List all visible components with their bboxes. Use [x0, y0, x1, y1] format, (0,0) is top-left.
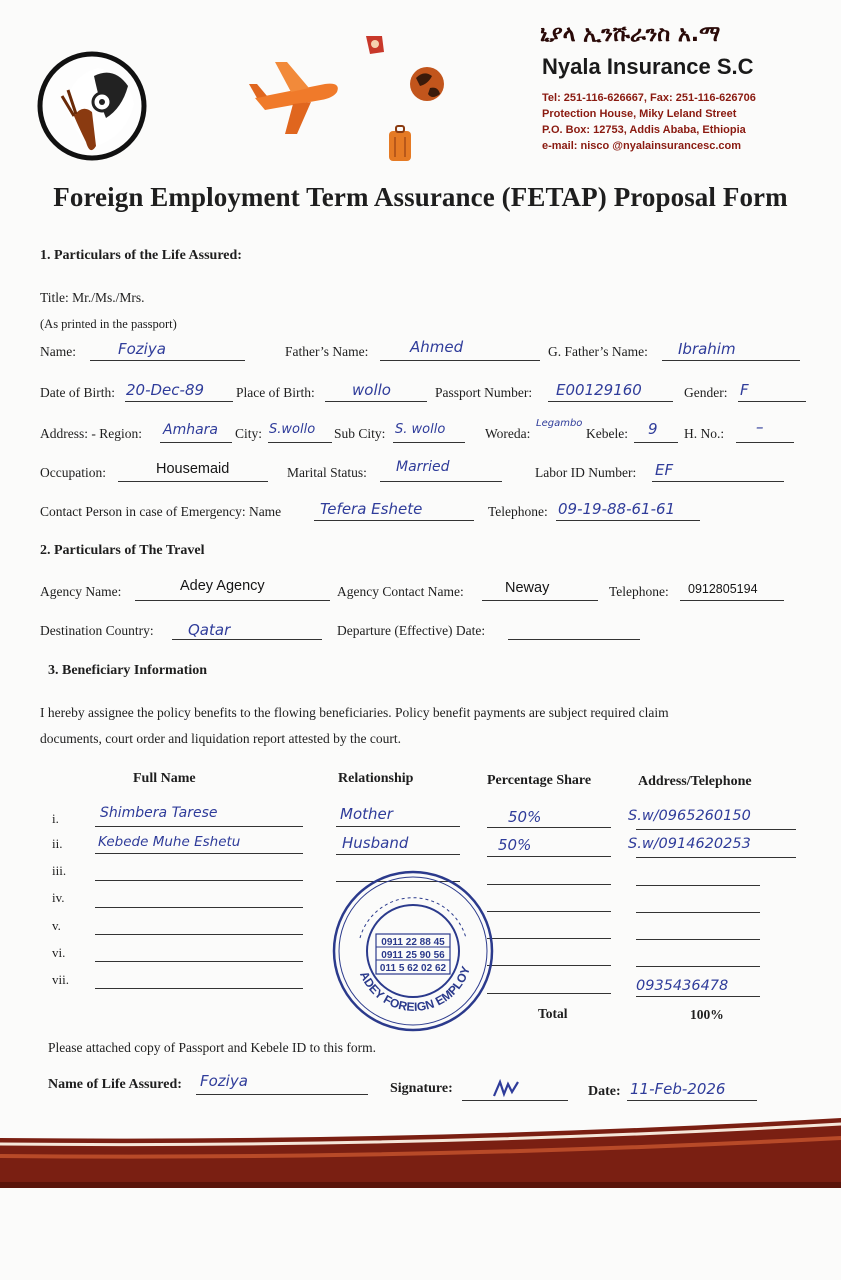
life-assured-value: Foziya	[200, 1072, 248, 1090]
contact-tel-line	[556, 520, 700, 521]
subcity-line	[393, 442, 465, 443]
stamp-phone-1: 0911 22 88 45	[381, 937, 445, 948]
company-email: e-mail: nisco @nyalainsurancesc.com	[542, 140, 742, 152]
company-name: Nyala Insurance S.C	[542, 54, 754, 79]
signature-mark	[492, 1078, 522, 1100]
gfather-line	[662, 360, 800, 361]
row-name-line	[95, 880, 303, 881]
passport-label: Passport Number:	[435, 385, 533, 400]
pob-label: Place of Birth:	[236, 385, 315, 400]
row-relationship: Mother	[340, 805, 393, 823]
contact-line	[314, 520, 474, 521]
signature-line	[462, 1100, 568, 1101]
col-percentage: Percentage Share	[487, 773, 592, 788]
airplane-icon	[245, 58, 345, 138]
row-name: Shimbera Tarese	[100, 805, 218, 821]
company-tel: Tel: 251-116-626667, Fax: 251-116-626706	[542, 92, 756, 104]
nyala-logo-icon	[36, 46, 148, 166]
name-label: Name:	[40, 344, 76, 359]
col-address: Address/Telephone	[638, 774, 752, 789]
passport-note: (As printed in the passport)	[40, 317, 177, 331]
statement-line-1: I hereby assignee the policy benefits to the flowing beneficiaries. Policy benefit payments are subject required claim	[40, 705, 669, 720]
col-relationship: Relationship	[338, 771, 414, 786]
father-label: Father’s Name:	[285, 344, 369, 359]
contact-tel-value: 09-19-88-61-61	[558, 500, 676, 518]
region-value: Amhara	[163, 422, 219, 438]
marital-label: Marital Status:	[287, 465, 367, 480]
name-value: Foziya	[118, 340, 166, 358]
woreda-value: Legambo	[536, 418, 583, 429]
destination-value: Qatar	[188, 621, 231, 639]
row-relationship: Husband	[342, 834, 409, 852]
name-line	[90, 360, 245, 361]
marital-value: Married	[396, 459, 450, 475]
row-address: S.w/0965260150	[628, 808, 751, 824]
gender-label: Gender:	[684, 385, 728, 400]
row-relationship-line	[336, 854, 460, 855]
gfather-value: Ibrahim	[678, 340, 736, 358]
occupation-label: Occupation:	[40, 465, 106, 480]
city-value: S.wollo	[269, 422, 316, 437]
statement-line-2: documents, court order and liquidation report attested by the court.	[40, 731, 402, 746]
labor-value: EF	[655, 461, 674, 479]
row-number: vii.	[52, 972, 69, 987]
row-address: 0935436478	[636, 978, 729, 994]
dob-value: 20-Dec-89	[126, 381, 205, 399]
row-name: Kebede Muhe Eshetu	[98, 834, 241, 850]
row-share-line	[487, 911, 611, 912]
region-label: Address: - Region:	[40, 426, 142, 441]
row-address: S.w/0914620253	[628, 836, 751, 852]
subcity-value: S. wollo	[395, 422, 446, 437]
row-share: 50%	[498, 836, 532, 854]
gender-line	[738, 401, 806, 402]
row-address-line	[636, 885, 760, 886]
row-name-line	[95, 961, 303, 962]
total-value: 100%	[690, 1007, 724, 1022]
agency-tel-label: Telephone:	[609, 584, 669, 599]
passport-value: E00129160	[556, 381, 642, 399]
gfather-label: G. Father’s Name:	[548, 344, 648, 359]
gender-value: F	[740, 381, 749, 399]
destination-label: Destination Country:	[40, 623, 154, 638]
row-address-line	[636, 912, 760, 913]
luggage-icon	[385, 125, 415, 165]
agency-line	[135, 600, 330, 601]
house-line	[736, 442, 794, 443]
departure-line	[508, 639, 640, 640]
dob-label: Date of Birth:	[40, 385, 115, 400]
dob-line	[125, 401, 233, 402]
row-share-line	[487, 827, 611, 828]
contact-tel-label: Telephone:	[488, 504, 548, 519]
occupation-value: Housemaid	[156, 461, 230, 477]
father-line	[380, 360, 540, 361]
labor-label: Labor ID Number:	[535, 465, 637, 480]
row-relationship-line	[336, 826, 460, 827]
col-full-name: Full Name	[133, 771, 196, 786]
signature-label: Signature:	[390, 1081, 453, 1096]
row-address-line	[636, 857, 796, 858]
row-number: iii.	[52, 863, 67, 878]
row-name-line	[95, 826, 303, 827]
agency-contact-value: Neway	[505, 580, 550, 596]
row-address-line	[636, 996, 760, 997]
labor-line	[652, 481, 784, 482]
row-name-line	[95, 907, 303, 908]
father-value: Ahmed	[410, 338, 464, 356]
pin-icon	[360, 30, 390, 60]
company-amharic-name: ኒያላ ኢንሹራንስ አ.ማ	[540, 22, 721, 47]
globe-icon	[408, 64, 446, 104]
agency-label: Agency Name:	[40, 584, 122, 599]
section3-heading: 3. Beneficiary Information	[48, 663, 208, 678]
row-share-line	[487, 965, 611, 966]
row-share-line	[487, 938, 611, 939]
contact-value: Tefera Eshete	[320, 500, 423, 518]
row-address-line	[636, 829, 796, 830]
city-label: City:	[235, 426, 263, 441]
row-name-line	[95, 988, 303, 989]
house-value: –	[756, 418, 764, 436]
city-line	[268, 442, 332, 443]
stamp-phone-2: 0911 25 90 56	[381, 950, 445, 961]
agency-tel-value: 0912805194	[688, 582, 758, 596]
stamp-ring-text: ADEY FOREIGN EMPLOY	[357, 964, 473, 1015]
row-name-line	[95, 934, 303, 935]
kebele-label: Kebele:	[586, 426, 628, 441]
row-address-line	[636, 939, 760, 940]
contact-label: Contact Person in case of Emergency: Name	[40, 504, 282, 519]
attach-note: Please attached copy of Passport and Kebele ID to this form.	[48, 1040, 377, 1055]
row-share-line	[487, 856, 611, 857]
company-address: Protection House, Miky Leland Street	[542, 108, 737, 120]
agency-value: Adey Agency	[180, 578, 265, 594]
pob-value: wollo	[352, 381, 391, 399]
stamp-phone-3: 011 5 62 02 62	[379, 963, 447, 974]
kebele-value: 9	[648, 420, 658, 438]
row-number: ii.	[52, 836, 63, 851]
row-name-line	[95, 853, 303, 854]
row-share-line	[487, 993, 611, 994]
passport-line	[548, 401, 673, 402]
total-label: Total	[538, 1006, 568, 1021]
section2-heading: 2. Particulars of The Travel	[40, 543, 205, 558]
company-po-box: P.O. Box: 12753, Addis Ababa, Ethiopia	[542, 124, 746, 136]
section1-heading: 1. Particulars of the Life Assured:	[40, 248, 242, 263]
pob-line	[325, 401, 427, 402]
house-label: H. No.:	[684, 426, 725, 441]
footer-band	[0, 1108, 841, 1198]
agency-tel-line	[680, 600, 784, 601]
agency-stamp	[330, 868, 496, 1034]
row-number: i.	[52, 811, 59, 826]
date-label: Date:	[588, 1084, 621, 1099]
row-address-line	[636, 966, 760, 967]
life-assured-label: Name of Life Assured:	[48, 1077, 182, 1092]
woreda-label: Woreda:	[485, 426, 531, 441]
row-number: v.	[52, 918, 61, 933]
kebele-line	[634, 442, 678, 443]
marital-line	[380, 481, 502, 482]
row-number: iv.	[52, 890, 65, 905]
region-line	[160, 442, 232, 443]
date-value: 11-Feb-2026	[630, 1080, 726, 1098]
departure-label: Departure (Effective) Date:	[337, 623, 486, 638]
subcity-label: Sub City:	[334, 426, 386, 441]
life-assured-line	[196, 1094, 368, 1095]
row-number: vi.	[52, 945, 66, 960]
title-label: Title: Mr./Ms./Mrs.	[40, 290, 145, 305]
row-share-line	[487, 884, 611, 885]
destination-line	[172, 639, 322, 640]
row-share: 50%	[508, 808, 542, 826]
agency-contact-label: Agency Contact Name:	[337, 584, 464, 599]
agency-contact-line	[482, 600, 598, 601]
form-title: Foreign Employment Term Assurance (FETAP) Proposal Form	[53, 182, 788, 212]
date-line	[627, 1100, 757, 1101]
occupation-line	[118, 481, 268, 482]
